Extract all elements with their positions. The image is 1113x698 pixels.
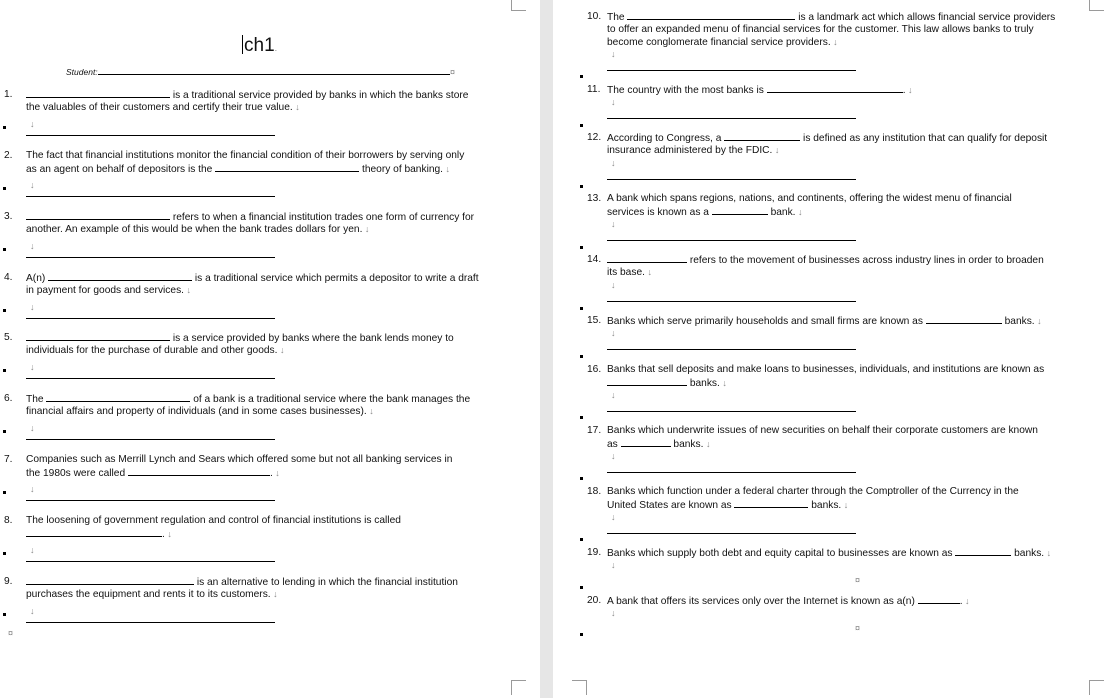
text-cursor — [242, 35, 243, 54]
answer-blank[interactable] — [26, 210, 170, 220]
answer-blank[interactable] — [724, 131, 800, 141]
answer-blank[interactable] — [128, 466, 270, 476]
answer-blank[interactable] — [26, 527, 162, 537]
answer-blank[interactable] — [926, 314, 1002, 324]
document-title[interactable]: ch1. — [244, 35, 278, 56]
answer-line-8[interactable] — [26, 561, 275, 562]
answer-line-15[interactable] — [607, 349, 856, 350]
crop-mark — [511, 0, 526, 11]
answer-blank[interactable] — [607, 376, 687, 386]
answer-line-9[interactable] — [26, 622, 275, 623]
crop-mark — [1089, 0, 1104, 11]
answer-blank[interactable] — [767, 83, 903, 93]
answer-line-12[interactable] — [607, 179, 856, 180]
crop-mark — [1089, 680, 1104, 695]
answer-blank[interactable] — [918, 594, 960, 604]
answer-blank[interactable] — [712, 205, 768, 215]
answer-blank[interactable] — [46, 392, 190, 402]
answer-blank[interactable] — [627, 10, 795, 20]
answer-line-7[interactable] — [26, 500, 275, 501]
answer-blank[interactable] — [621, 437, 671, 447]
crop-mark — [572, 680, 587, 695]
answer-line-18[interactable] — [607, 533, 856, 534]
answer-blank[interactable] — [48, 271, 192, 281]
answer-line-6[interactable] — [26, 439, 275, 440]
crop-mark — [511, 680, 526, 695]
answer-line-16[interactable] — [607, 411, 856, 412]
answer-blank[interactable] — [26, 88, 170, 98]
answer-line-17[interactable] — [607, 472, 856, 473]
answer-blank[interactable] — [26, 575, 194, 585]
answer-blank[interactable] — [26, 331, 170, 341]
answer-blank[interactable] — [607, 253, 687, 263]
answer-line-10[interactable] — [607, 70, 856, 71]
student-name-field[interactable] — [98, 74, 450, 75]
answer-line-3[interactable] — [26, 257, 275, 258]
document-page-right[interactable]: 10. The is a landmark act which allows financial service providers to offer an expanded menu of financial services for the customer. This law allows banks to truly become conglomerate financial service providers. ↓ ↓ 11. The country with the most banks is . ↓ ↓ 12. According to Congress, a is defined as any institution that can qualify for deposit insurance administered by the FDIC. ↓ ↓ 13. A bank which spans regions, nations, and continents, offering the widest menu of financial services is known as a bank. ↓ ↓ 14. refers to the movement of businesses across industry lines in order to broaden its base. ↓ ↓ 15. Banks which serve primarily households and small firms are known as banks. ↓ ↓ 16. Banks that sell deposits and make loans to businesses, individuals, and institutions are known as banks. ↓ ↓ 17. Banks which underwrite issues of new securities on behalf their corporate customers are known as banks. ↓ ↓ 18. Banks which function under a federal charter through the Comptroller of the Currency in the United States are known as banks. ↓ ↓ 19. Banks which supply both debt and equity capital to businesses are known as banks. ↓ ↓ ¤ 20. A bank that offers its services only over the Internet is known as a(n) . ↓ ↓ ¤ — [553, 0, 1113, 698]
answer-line-2[interactable] — [26, 196, 275, 197]
answer-line-4[interactable] — [26, 318, 275, 319]
answer-line-13[interactable] — [607, 240, 856, 241]
answer-line-14[interactable] — [607, 301, 856, 302]
answer-blank[interactable] — [955, 546, 1011, 556]
answer-blank[interactable] — [734, 498, 808, 508]
answer-line-1[interactable] — [26, 135, 275, 136]
answer-line-5[interactable] — [26, 378, 275, 379]
document-page-left[interactable]: ch1. Student: ¤ 1. is a traditional service provided by banks in which the banks store the valuables of their customers and certify their true value. ↓ ↓ 2. The fact that financial institutions monitor the financial condition of their borrowers by serving only as an agent on behalf of depositors is the theory of banking. ↓ ↓ 3. refers to when a financial institution trades one form of currency for another. An example of this would be when the bank trades dollars for yen. ↓ ↓ 4. A(n) is a traditional service which permits a depositor to write a draft in payment for goods and services. ↓ ↓ 5. is a service provided by banks where the bank lends money to individuals for the purchase of durable and other goods. ↓ ↓ 6. The of a bank is a traditional service where the bank manages the financial affairs and property of individuals (and in some cases businesses). ↓ ↓ 7. Companies such as Merrill Lynch and Sears which offered some but not all banking services in the 1980s were called . ↓ ↓ 8. The loosening of government regulation and control of financial institutions is called . ↓ ↓ 9. is an alternative to lending in which the financial institution purchases the equipment and rents it to its customers. ↓ ↓ ¤ — [0, 0, 540, 698]
answer-line-11[interactable] — [607, 118, 856, 119]
student-label: Student: — [66, 67, 98, 77]
answer-blank[interactable] — [215, 162, 359, 172]
